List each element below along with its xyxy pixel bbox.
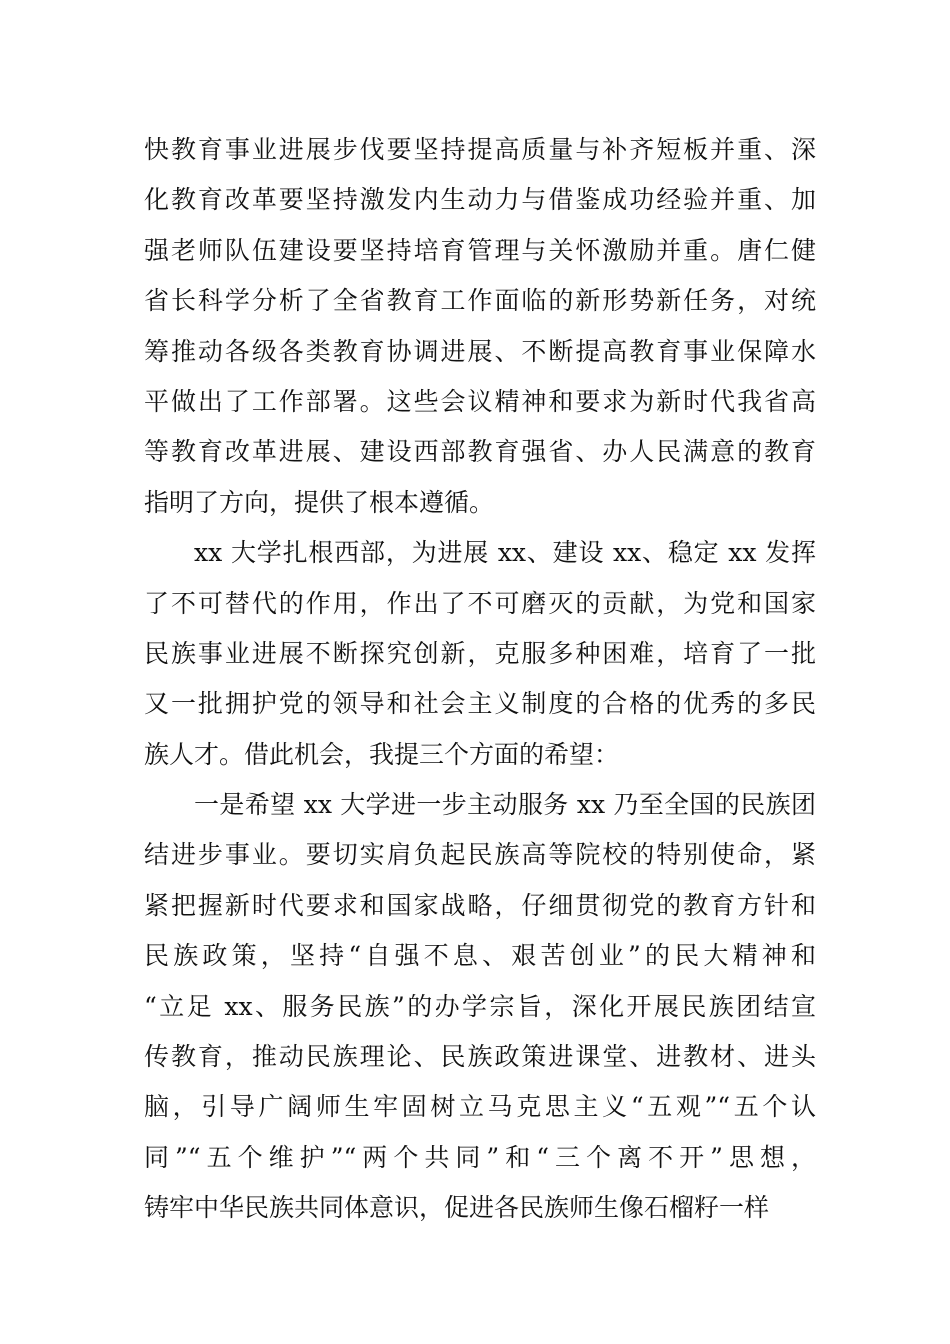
text-line: 脑，引导广阔师生牢固树立马克思主义“五观”“五个认 xyxy=(144,1092,816,1122)
text-line: 了不可替代的作用，作出了不可磨灭的贡献，为党和国家 xyxy=(144,588,816,618)
text-line: 民族事业进展不断探究创新，克服多种困难，培育了一批 xyxy=(144,638,816,668)
text-line: 铸牢中华民族共同体意识，促进各民族师生像石榴籽一样 xyxy=(144,1193,770,1223)
text-line: 强老师队伍建设要坚持培育管理与关怀激励并重。唐仁健 xyxy=(144,235,816,265)
text-line: 快教育事业进展步伐要坚持提高质量与补齐短板并重、深 xyxy=(144,135,816,164)
text-line: 指明了方向，提供了根本遵循。 xyxy=(144,487,495,517)
text-line: 化教育改革要坚持激发内生动力与借鉴成功经验并重、加 xyxy=(144,185,816,215)
text-line: 筹推动各级各类教育协调进展、不断提高教育事业保障水 xyxy=(144,336,816,366)
text-line: 一是希望 xx 大学进一步主动服务 xx 乃至全国的民族团 xyxy=(194,790,816,820)
text-line: xx 大学扎根西部，为进展 xx、建设 xx、稳定 xx 发挥 xyxy=(194,538,816,568)
text-line: 结进步事业。要切实肩负起民族高等院校的特别使命，紧 xyxy=(144,840,816,870)
text-line: 平做出了工作部署。这些会议精神和要求为新时代我省高 xyxy=(144,386,816,416)
text-line: 又一批拥护党的领导和社会主义制度的合格的优秀的多民 xyxy=(144,689,816,719)
text-line: 省长科学分析了全省教育工作面临的新形势新任务，对统 xyxy=(144,286,816,316)
text-line: 紧把握新时代要求和国家战略，仔细贯彻党的教育方针和 xyxy=(144,890,816,920)
body-text xyxy=(144,125,816,1234)
text-line: 传教育，推动民族理论、民族政策进课堂、进教材、进头 xyxy=(144,1042,816,1072)
text-line: 等教育改革进展、建设西部教育强省、办人民满意的教育 xyxy=(144,437,816,467)
text-line: “立足 xx、服务民族”的办学宗旨，深化开展民族团结宣 xyxy=(144,991,816,1021)
text-line: 族人才。借此机会，我提三个方面的希望： xyxy=(144,739,620,769)
text-line: 民族政策，坚持“自强不息、艰苦创业”的民大精神和 xyxy=(144,941,816,971)
text-line: 同”“五个维护”“两个共同”和“三个离不开”思想， xyxy=(144,1142,816,1172)
